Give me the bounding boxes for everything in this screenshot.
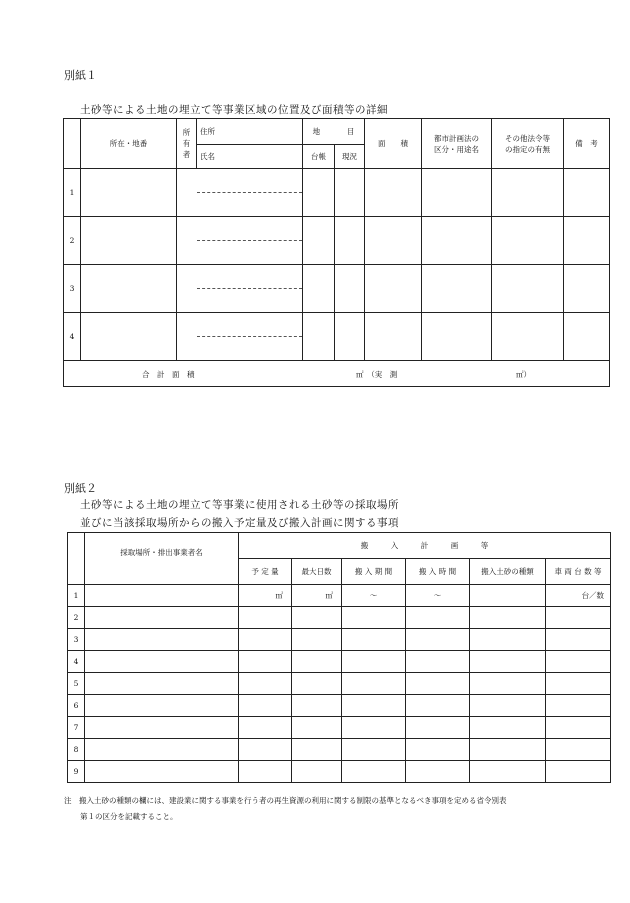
soil-type-cell[interactable] <box>470 761 546 783</box>
ledger-cell[interactable] <box>303 217 335 265</box>
header-city-plan <box>422 119 492 169</box>
ledger-cell[interactable] <box>303 169 335 217</box>
current-cell[interactable] <box>335 169 365 217</box>
header-name: 氏名 <box>197 145 303 169</box>
vehicles-cell[interactable] <box>546 717 611 739</box>
max-daily-cell[interactable]: ㎡ <box>292 585 342 607</box>
owner-divider <box>197 265 302 289</box>
area-cell[interactable] <box>365 217 422 265</box>
amount-cell[interactable] <box>239 739 292 761</box>
vehicles-cell[interactable] <box>546 607 611 629</box>
row-number: 3 <box>64 265 81 313</box>
site-cell[interactable] <box>85 761 239 783</box>
header-vehicles: 車 両 台 数 等 <box>546 559 611 585</box>
other-law-cell[interactable] <box>492 169 564 217</box>
period-cell[interactable] <box>342 651 406 673</box>
table-row <box>68 629 611 651</box>
amount-cell[interactable]: ㎡ <box>239 585 292 607</box>
header-site: 採取場所・排出事業者名 <box>85 533 239 585</box>
time-cell[interactable] <box>406 651 470 673</box>
area-cell[interactable] <box>365 265 422 313</box>
row-number: 1 <box>68 585 85 607</box>
table-row <box>68 651 611 673</box>
area-cell[interactable] <box>365 313 422 361</box>
owner-divider <box>197 169 302 193</box>
max-daily-cell[interactable] <box>292 739 342 761</box>
site-cell[interactable] <box>85 739 239 761</box>
header-blank <box>64 119 81 169</box>
owner-cell[interactable] <box>177 265 303 313</box>
header-planned-amount: 予 定 量 <box>239 559 292 585</box>
time-cell[interactable] <box>406 607 470 629</box>
city-plan-cell[interactable] <box>422 265 492 313</box>
current-cell[interactable] <box>335 265 365 313</box>
row-number: 2 <box>64 217 81 265</box>
table-row <box>64 313 610 361</box>
period-cell[interactable]: ～ <box>342 585 406 607</box>
header-address: 住所 <box>197 119 303 145</box>
max-daily-cell[interactable] <box>292 607 342 629</box>
amount-cell[interactable] <box>239 651 292 673</box>
header-plan-group: 搬 入 計 画 等 <box>239 533 611 559</box>
section2-title-line2: 並びに当該採取場所からの搬入予定量及び搬入計画に関する事項 <box>80 517 399 529</box>
header-time: 搬 入 時 間 <box>406 559 470 585</box>
section1-label: 別紙１ <box>64 69 97 82</box>
period-cell[interactable] <box>342 717 406 739</box>
other-law-cell[interactable] <box>492 265 564 313</box>
site-cell[interactable] <box>85 651 239 673</box>
owner-divider <box>197 313 302 337</box>
ledger-cell[interactable] <box>303 313 335 361</box>
vehicles-cell[interactable] <box>546 761 611 783</box>
location-cell[interactable] <box>81 265 177 313</box>
amount-cell[interactable] <box>239 695 292 717</box>
max-daily-cell[interactable] <box>292 717 342 739</box>
total-row <box>64 361 610 387</box>
site-cell[interactable] <box>85 629 239 651</box>
city-plan-cell[interactable] <box>422 169 492 217</box>
ledger-cell[interactable] <box>303 265 335 313</box>
period-cell[interactable] <box>342 629 406 651</box>
header-current: 現況 <box>335 145 365 169</box>
soil-type-cell[interactable] <box>470 651 546 673</box>
owner-divider <box>197 217 302 241</box>
total-unit-close: ㎡） <box>516 370 531 379</box>
area-cell[interactable] <box>365 169 422 217</box>
period-cell[interactable] <box>342 607 406 629</box>
table-row <box>68 717 611 739</box>
max-daily-cell[interactable] <box>292 651 342 673</box>
header-land-a: 地 <box>312 127 321 136</box>
remarks-cell[interactable] <box>564 313 610 361</box>
owner-cell[interactable] <box>177 169 303 217</box>
row-number: 8 <box>68 739 85 761</box>
section1-title: 土砂等による土地の埋立て等事業区域の位置及び面積等の詳細 <box>80 104 388 116</box>
remarks-cell[interactable] <box>564 217 610 265</box>
time-cell[interactable] <box>406 695 470 717</box>
table-row <box>68 607 611 629</box>
total-label: 合 計 面 積 <box>142 370 195 379</box>
section2-label: 別紙２ <box>64 482 97 495</box>
table-row <box>68 695 611 717</box>
soil-type-cell[interactable] <box>470 739 546 761</box>
header-location: 所在・地番 <box>81 119 177 169</box>
vehicles-cell[interactable] <box>546 629 611 651</box>
max-daily-cell[interactable] <box>292 673 342 695</box>
header-owner-b: 有 <box>182 139 191 148</box>
note-line2: 第１の区分を記載すること。 <box>80 812 178 821</box>
header-other-law-1: その他法令等 <box>505 133 550 143</box>
max-daily-cell[interactable] <box>292 629 342 651</box>
amount-cell[interactable] <box>239 761 292 783</box>
other-law-cell[interactable] <box>492 217 564 265</box>
max-daily-cell[interactable] <box>292 761 342 783</box>
other-law-cell[interactable] <box>492 313 564 361</box>
table-row <box>64 265 610 313</box>
header-max-daily: 最大日数 <box>292 559 342 585</box>
table-row <box>68 585 611 607</box>
row-number: 4 <box>64 313 81 361</box>
header-owner-a: 所 <box>182 128 191 137</box>
owner-cell[interactable] <box>177 313 303 361</box>
soil-type-cell[interactable] <box>470 585 546 607</box>
period-cell[interactable] <box>342 739 406 761</box>
header-city-plan-2: 区分・用途名 <box>434 144 479 154</box>
time-cell[interactable] <box>406 739 470 761</box>
time-cell[interactable] <box>406 629 470 651</box>
amount-cell[interactable] <box>239 629 292 651</box>
owner-cell[interactable] <box>177 217 303 265</box>
vehicles-cell[interactable] <box>546 695 611 717</box>
section2-table <box>67 532 611 783</box>
header-other-law-2: の指定の有無 <box>505 144 550 154</box>
city-plan-cell[interactable] <box>422 313 492 361</box>
table-row <box>64 169 610 217</box>
row-number: 9 <box>68 761 85 783</box>
row-number: 6 <box>68 695 85 717</box>
period-cell[interactable] <box>342 761 406 783</box>
soil-type-cell[interactable] <box>470 695 546 717</box>
row-number: 2 <box>68 607 85 629</box>
header-land-type <box>303 119 365 145</box>
header-city-plan-1: 都市計画法の <box>434 133 479 143</box>
remarks-cell[interactable] <box>564 169 610 217</box>
header-period: 搬 入 期 間 <box>342 559 406 585</box>
max-daily-cell[interactable] <box>292 695 342 717</box>
soil-type-cell[interactable] <box>470 717 546 739</box>
site-cell[interactable] <box>85 585 239 607</box>
table-row <box>68 673 611 695</box>
total-cell <box>64 361 610 387</box>
table-row <box>64 217 610 265</box>
vehicles-cell[interactable] <box>546 651 611 673</box>
soil-type-cell[interactable] <box>470 629 546 651</box>
amount-cell[interactable] <box>239 717 292 739</box>
row-number: 5 <box>68 673 85 695</box>
header-remarks: 備 考 <box>564 119 610 169</box>
current-cell[interactable] <box>335 313 365 361</box>
remarks-cell[interactable] <box>564 265 610 313</box>
soil-type-cell[interactable] <box>470 607 546 629</box>
section1-table <box>63 118 610 387</box>
total-unit-measured: ㎡ （実 測 <box>356 370 398 379</box>
table-row <box>68 739 611 761</box>
vehicles-cell[interactable] <box>546 673 611 695</box>
time-cell[interactable] <box>406 717 470 739</box>
header-owner <box>177 119 197 169</box>
location-cell[interactable] <box>81 313 177 361</box>
site-cell[interactable] <box>85 695 239 717</box>
vehicles-cell[interactable]: 台／数 <box>546 585 611 607</box>
period-cell[interactable] <box>342 673 406 695</box>
table-row <box>68 761 611 783</box>
row-number: 7 <box>68 717 85 739</box>
soil-type-cell[interactable] <box>470 673 546 695</box>
header-other-law <box>492 119 564 169</box>
site-cell[interactable] <box>85 717 239 739</box>
site-cell[interactable] <box>85 607 239 629</box>
row-number: 1 <box>64 169 81 217</box>
row-number: 4 <box>68 651 85 673</box>
header-land-b: 目 <box>346 127 355 136</box>
current-cell[interactable] <box>335 217 365 265</box>
section2-title-line1: 土砂等による土地の埋立て等事業に使用される土砂等の採取場所 <box>80 499 399 511</box>
time-cell[interactable] <box>406 761 470 783</box>
note-line1: 注 搬入土砂の種類の欄には、建設業に関する事業を行う者の再生資源の利用に関する制限の基準となるべき事項を定める省令別表 <box>64 796 507 805</box>
row-number: 3 <box>68 629 85 651</box>
header-ledger: 台帳 <box>303 145 335 169</box>
location-cell[interactable] <box>81 169 177 217</box>
time-cell[interactable]: ～ <box>406 585 470 607</box>
amount-cell[interactable] <box>239 607 292 629</box>
header-area: 面 積 <box>365 119 422 169</box>
header-owner-c: 者 <box>182 150 191 159</box>
amount-cell[interactable] <box>239 673 292 695</box>
time-cell[interactable] <box>406 673 470 695</box>
city-plan-cell[interactable] <box>422 217 492 265</box>
location-cell[interactable] <box>81 217 177 265</box>
vehicles-cell[interactable] <box>546 739 611 761</box>
site-cell[interactable] <box>85 673 239 695</box>
header-soil-type: 搬入土砂の種類 <box>470 559 546 585</box>
header-blank <box>68 533 85 585</box>
period-cell[interactable] <box>342 695 406 717</box>
